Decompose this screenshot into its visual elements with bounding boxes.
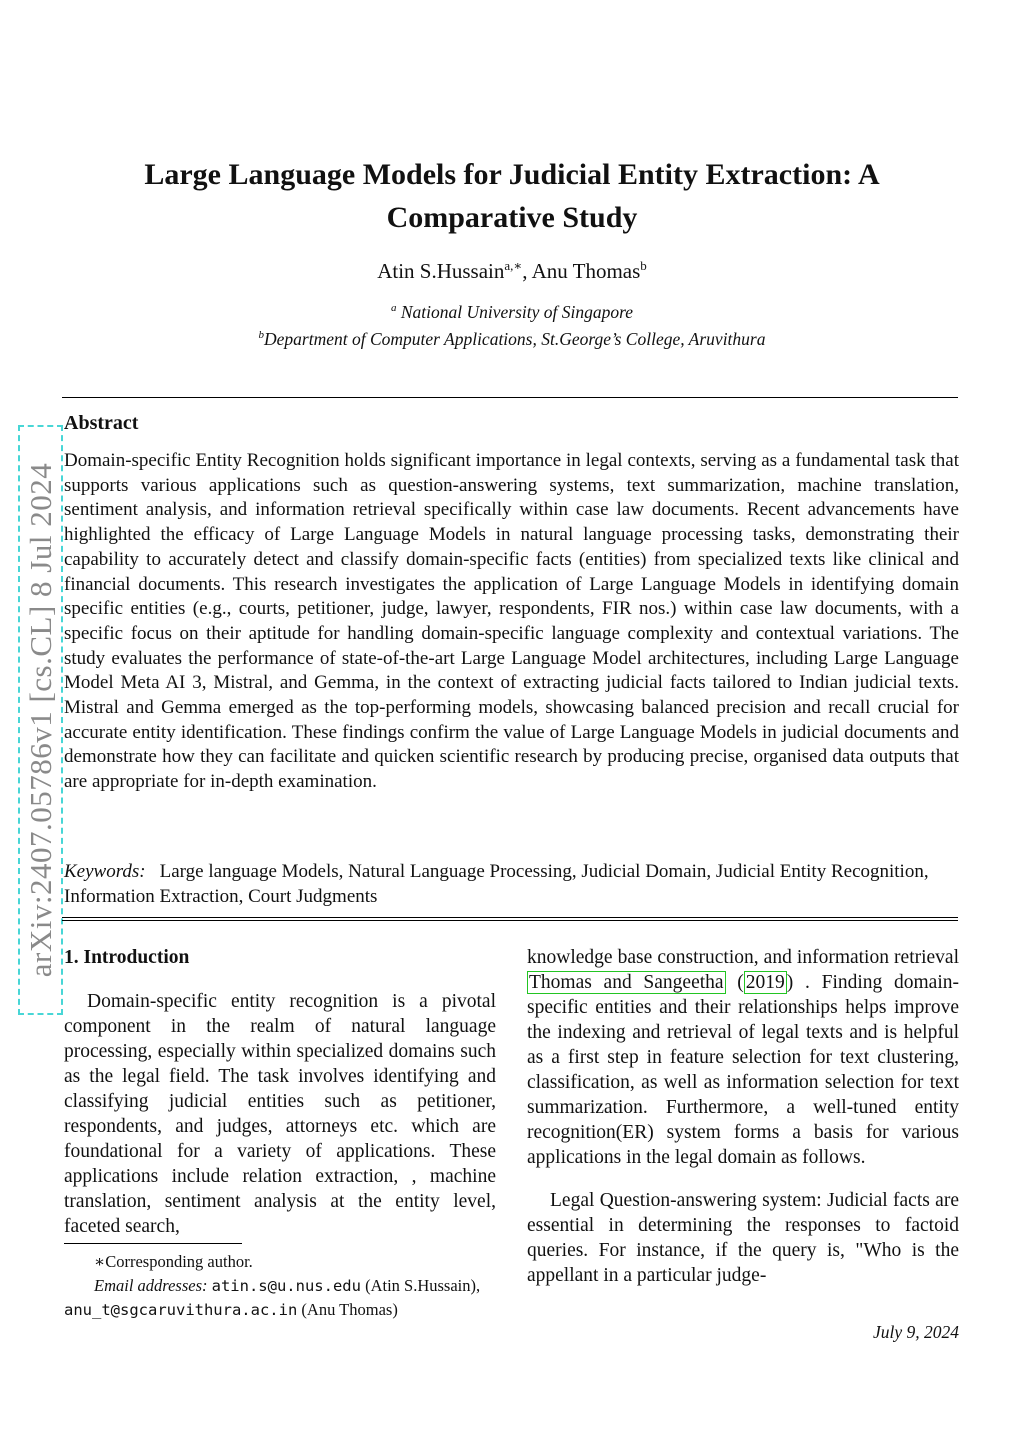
arxiv-watermark-box bbox=[18, 425, 63, 1015]
affiliation-2 bbox=[0, 324, 1024, 351]
author-2-affiliation-marker: b bbox=[640, 258, 647, 273]
introduction-paragraph-right-1 bbox=[527, 945, 959, 1170]
email-label: Email addresses: bbox=[94, 1276, 208, 1295]
author-1-name: Atin S.Hussain bbox=[377, 259, 505, 283]
author-2-name: Anu Thomas bbox=[531, 259, 641, 283]
compilation-date: July 9, 2024 bbox=[872, 1322, 959, 1342]
introduction-paragraph-right-2: Legal Question-answering system: Judicial facts are essential in determining the responses to factoid queries. For instance, if the query is, "Who is the appellant in a particular judge- bbox=[527, 1190, 959, 1286]
affiliation-1-text: National University of Singapore bbox=[400, 301, 634, 322]
corresponding-author-note: ∗Corresponding author. bbox=[94, 1252, 253, 1271]
left-column bbox=[64, 945, 496, 1288]
affiliation-2-marker: b bbox=[258, 328, 264, 341]
email-address-2: anu_t@sgcaruvithura.ac.in bbox=[64, 1301, 298, 1319]
email-owner-2: (Anu Thomas) bbox=[297, 1300, 398, 1319]
author-1-affiliation-marker: a,∗ bbox=[504, 258, 523, 273]
email-addresses-note bbox=[64, 1274, 497, 1322]
abstract-bottom-rule bbox=[62, 917, 958, 921]
abstract-body: Domain-specific Entity Recognition holds significant importance in legal contexts, serving as a fundamental task that supports various applications such as question-answering systems, text summarization, machine translation, sentiment analysis, and information retrieval specifically within case law documents. Recent advancements have highlighted the efficacy of Large Language Models in natural language processing tasks, demonstrating their capability to accurately detect and classify domain-specific facts (entities) from specialized texts like clinical and financial documents. This research investigates the application of Large Language Models in identifying domain specific entities (e.g., courts, petitioner, judge, lawyer, respondents, FIR nos.) within case law documents, with a specific focus on their aptitude for handling domain-specific language complexity and contextual variations. The study evaluates the performance of state-of-the-art Large Language Model architectures, including Large Language Model Meta AI 3, Mistral, and Gemma, in the context of extracting judicial facts tailored to Indian judicial texts. Mistral and Gemma emerged as the top-performing models, showcasing balanced precision and recall crucial for accurate entity identification. These findings confirm the value of Large Language Models in judicial documents and demonstrate how they can facilitate and quicken scientific research by producing precise, organised data outputs that are appropriate for in-depth examination. bbox=[64, 450, 959, 793]
citation-open-paren: ( bbox=[725, 972, 744, 993]
footnote-rule bbox=[64, 1243, 242, 1244]
affiliations bbox=[0, 297, 1024, 351]
keywords-line bbox=[64, 859, 959, 909]
body-columns bbox=[64, 945, 959, 1288]
affiliation-2-text: Department of Computer Applications, St.George’s College, Aruvithura bbox=[264, 328, 766, 349]
author-line bbox=[0, 258, 1024, 284]
email-address-1: atin.s@u.nus.edu bbox=[211, 1277, 361, 1295]
keywords-text: Large language Models, Natural Language Processing, Judicial Domain, Judicial Entity Recognition, Information Extraction, Court Judgments bbox=[64, 861, 929, 907]
right-column bbox=[527, 945, 959, 1288]
abstract-heading: Abstract bbox=[64, 412, 139, 434]
arxiv-watermark-text: arXiv:2407.05786v1 [cs.CL] 8 Jul 2024 bbox=[22, 462, 58, 978]
text-after-citation: Finding domain-specific entities and their relationships helps improve the indexing and retrieval of legal texts and is helpful as a first step in feature selection for text clustering, classification, as well as information selection for text summarization. Furthermore, a well-tuned entity recognition(ER) system forms a basis for various applications in the legal domain as follows. bbox=[527, 972, 959, 1168]
text-before-citation: knowledge base construction, and information retrieval bbox=[527, 947, 959, 968]
citation-close-paren: ) . bbox=[786, 972, 822, 993]
keywords-label: Keywords: bbox=[64, 861, 146, 882]
introduction-paragraph-left: Domain-specific entity recognition is a pivotal component in the realm of natural language processing, especially within specialized domains such as the legal field. The task involves identifying and classifying judicial entities such as petitioner, respondents, and judges, attorneys etc. which are foundational for a variety of applications. These applications include relation extraction, , machine translation, sentiment analysis at the entity level, faceted search, bbox=[64, 991, 496, 1237]
citation-year-link[interactable]: 2019 bbox=[745, 972, 785, 993]
title-line-1: Large Language Models for Judicial Entity Extraction: A bbox=[144, 158, 880, 191]
section-heading-introduction: 1. Introduction bbox=[64, 947, 190, 968]
affiliation-1-marker: a bbox=[390, 302, 397, 314]
affiliation-1 bbox=[0, 297, 1024, 324]
author-separator: , bbox=[522, 259, 532, 283]
email-owner-1: (Atin S.Hussain), bbox=[360, 1276, 481, 1295]
page-title bbox=[0, 153, 1024, 239]
footnote-block bbox=[64, 1243, 497, 1322]
abstract-top-rule bbox=[62, 397, 958, 398]
title-line-2: Comparative Study bbox=[386, 201, 638, 234]
citation-authors-link[interactable]: Thomas and Sangeetha bbox=[529, 972, 724, 993]
